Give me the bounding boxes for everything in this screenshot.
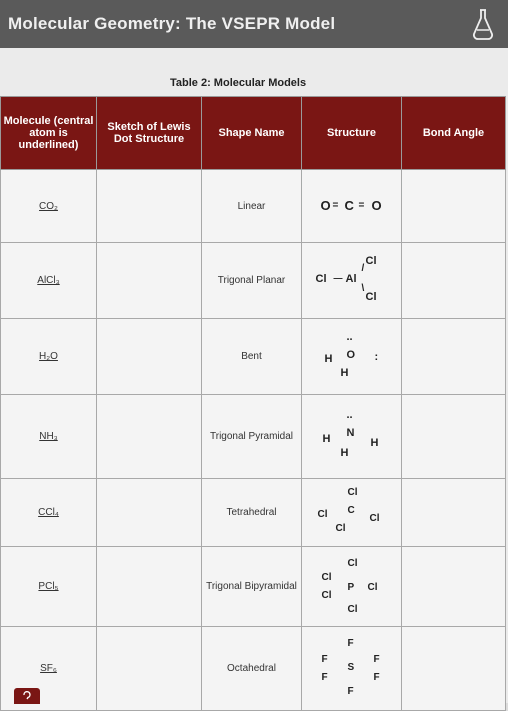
bond-angle-cell[interactable] (402, 170, 506, 243)
co2-structure: O = C = O (320, 198, 382, 213)
bond-angle-cell[interactable] (402, 479, 506, 547)
sf6-structure: F F F S F F F (321, 637, 380, 697)
lewis-sketch-cell[interactable] (97, 479, 202, 547)
bond-angle-cell[interactable] (402, 627, 506, 711)
help-icon (21, 690, 33, 702)
molecule-cell (1, 547, 97, 627)
h2o-structure: .. H O : H (324, 330, 379, 379)
flask-icon[interactable] (470, 6, 496, 42)
table-row (1, 170, 506, 243)
structure-cell (302, 395, 402, 479)
pcl5-structure: Cl Cl Cl P Cl Cl (321, 557, 378, 615)
bond-angle-cell[interactable] (402, 395, 506, 479)
table-caption: Table 2: Molecular Models (170, 77, 307, 89)
lewis-sketch-cell[interactable] (97, 547, 202, 627)
lewis-sketch-cell[interactable] (97, 319, 202, 395)
molecule-cell (1, 479, 97, 547)
molecule-name: H₂O (39, 351, 58, 362)
lewis-sketch-cell[interactable] (97, 627, 202, 711)
shape-name-cell: Bent (202, 319, 302, 395)
alcl3-structure: Cl Cl — Al / \ Cl (315, 254, 377, 303)
structure-cell (302, 170, 402, 243)
page-title: Molecular Geometry: The VSEPR Model (8, 14, 336, 33)
bond-angle-cell[interactable] (402, 319, 506, 395)
ccl4-structure: Cl Cl C Cl Cl (317, 486, 380, 534)
header-lewis-sketch: Sketch of Lewis Dot Structure (97, 97, 202, 170)
table-row (1, 479, 506, 547)
shape-name-cell: Tetrahedral (202, 479, 302, 547)
shape-name-cell: Linear (202, 170, 302, 243)
shape-name-cell: Octahedral (202, 627, 302, 711)
shape-name-cell: Trigonal Planar (202, 243, 302, 319)
shape-name-cell: Trigonal Bipyramidal (202, 547, 302, 627)
table-row (1, 547, 506, 627)
molecule-name: AlCl₃ (37, 275, 60, 286)
bond-angle-cell[interactable] (402, 243, 506, 319)
shape-name-cell: Trigonal Pyramidal (202, 395, 302, 479)
structure-cell (302, 243, 402, 319)
lewis-sketch-cell[interactable] (97, 170, 202, 243)
table-row (1, 627, 506, 711)
header-bar (0, 0, 508, 48)
bond-angle-cell[interactable] (402, 547, 506, 627)
molecular-models-table (0, 96, 506, 711)
table-row (1, 395, 506, 479)
table-row (1, 243, 506, 319)
molecule-cell (1, 319, 97, 395)
structure-cell (302, 547, 402, 627)
molecule-cell (1, 243, 97, 319)
nh3-structure: .. H N H H (322, 408, 379, 459)
molecule-name: CO₂ (39, 200, 58, 212)
structure-cell (302, 319, 402, 395)
table-header-row (1, 97, 506, 170)
header-structure: Structure (302, 97, 402, 170)
header-shape-name: Shape Name (202, 97, 302, 170)
molecule-name: CCl₄ (38, 507, 59, 518)
structure-cell (302, 627, 402, 711)
help-button[interactable] (14, 688, 40, 704)
molecule-name: SF₆ (40, 663, 57, 674)
header-bond-angle: Bond Angle (402, 97, 506, 170)
molecule-cell (1, 395, 97, 479)
header-molecule: Molecule (central atom is underlined) (1, 97, 97, 170)
molecule-name: NH₃ (39, 431, 58, 442)
lewis-sketch-cell[interactable] (97, 243, 202, 319)
molecule-cell (1, 170, 97, 243)
lewis-sketch-cell[interactable] (97, 395, 202, 479)
table-row (1, 319, 506, 395)
molecule-name: PCl₅ (38, 581, 59, 592)
structure-cell (302, 479, 402, 547)
